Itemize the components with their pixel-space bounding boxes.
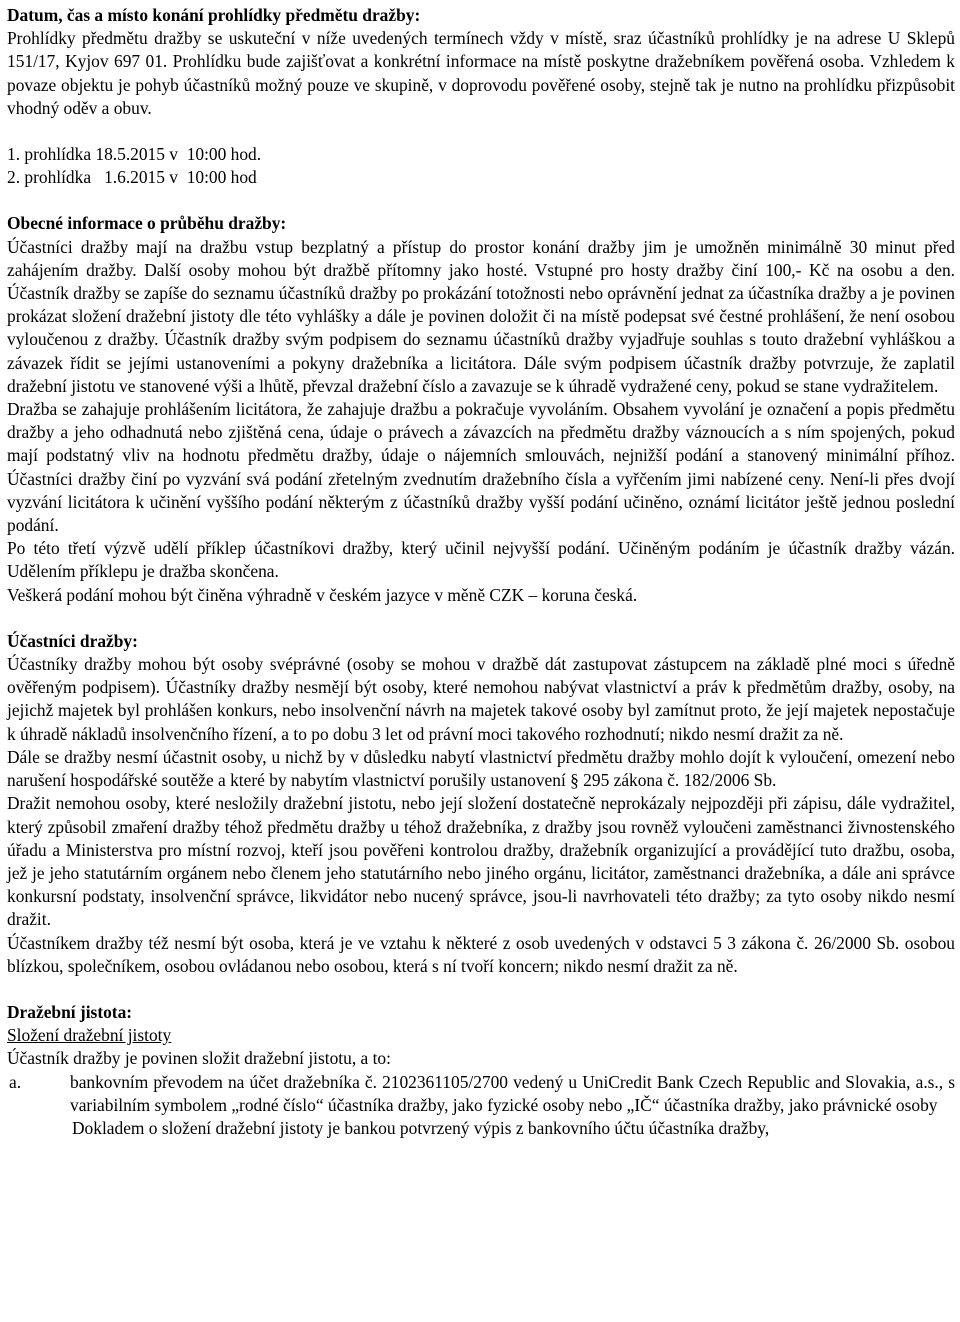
deposit-subheading: Složení dražební jistoty [7, 1025, 172, 1046]
list-item [7, 1071, 955, 1117]
spacer [7, 978, 955, 1001]
participants-heading: Účastníci dražby: [7, 630, 138, 651]
spacer [7, 189, 955, 212]
deposit-intro: Účastník dražby je povinen složit dražební jistotu, a to: [7, 1048, 391, 1069]
viewing-date-2: 2. prohlídka 1.6.2015 v 10:00 hod [7, 167, 257, 188]
participants-paragraph-2: Dále se dražby nesmí účastnit osoby, u nichž by v důsledku nabytí vlastnictví předmětu dražby mohlo dojít k vyloučení, omezení nebo narušení hospodářské soutěže a které by nabytím vlastnictví porušily ustanovení § 295 zákona č. 182/2006 Sb. [7, 746, 955, 791]
participants-paragraph-4: Účastníkem dražby též nesmí být osoba, která je ve vztahu k některé z osob uvedených v odstavci 5 3 zákona č. 26/2000 Sb. osobou blízkou, společníkem, osobou ovládanou nebo osobou, která s ní tvoří koncern; nikdo nesmí dražit za ně. [7, 932, 955, 976]
spacer [7, 120, 955, 143]
participants-paragraph-3: Dražit nemohou osoby, které nesložily dražební jistotu, nebo její složení dostatečně neprokázaly nejpozději při zápisu, dále vydražitel, který způsobil zmaření dražby téhož předmětu dražby u téhož dražebníka, z dražby jsou rovněž vyloučeni zaměstnanci živnostenského úřadu a Ministerstva pro místní rozvoj, kteří jsou pověřeni kontrolou dražby, dražebník organizující a provádějící tuto dražbu, osoba, jež je jeho statutárním orgánem nebo členem jeho statutárního nebo jiného orgánu, licitátor, zaměstnanci dražebníka, a dále ani správce konkursní podstaty, insolvenční správce, likvidátor nebo nucený správce, jsou-li navrhovateli této dražby; za tyto osoby nikdo nesmí dražit. [7, 793, 955, 930]
general-info-heading: Obecné informace o průběhu dražby: [7, 213, 287, 234]
general-info-paragraph-1: Účastníci dražby mají na dražbu vstup bezplatný a přístup do prostor konání dražby jim je umožněn minimálně 30 minut před zahájením dražby. Další osoby mohou být dražbě přítomny jako hosté. Vstupné pro hosty dražby činí 100,- Kč na osobu a den. Účastník dražby se zapíše do seznamu účastníků dražby po prokázání totožnosti nebo oprávnění jednat za účastníka dražby a je povinen prokázat složení dražební jistoty dle této vyhlášky a dále je povinen doložit či na místě podepsat své čestné prohlášení, že není osobou vyloučenou z dražby. Účastník dražby svým podpisem do seznamu účastníků dražby vyjadřuje souhlas s touto dražební vyhláškou a závazek řídit se jejími ustanoveními a pokyny dražebníka a licitátora. Dále svým podpisem účastník dražby potvrzuje, že zaplatil dražební jistotu ve stanovené výši a lhůtě, převzal dražební číslo a zavazuje se k úhradě vydražené ceny, pokud se stane vydražitelem. [7, 236, 955, 396]
list-item-text: bankovním převodem na účet dražebníka č. 2102361105/2700 vedený u UniCredit Bank Czech Republic and Slovakia, a.s., s variabilním symbolem „rodné číslo“ účastníka dražby, jako fyzické osoby nebo „IČ“ účastníka dražby, jako právnické osoby [70, 1071, 955, 1115]
viewing-text: Prohlídky předmětu dražby se uskuteční v níže uvedených termínech vždy v místě, sraz účastníků prohlídky je na adrese U Sklepů 151/17, Kyjov 697 01. Prohlídku bude zajišťovat a konkrétní informace na místě poskytne dražebníkem pověřená osoba. Vzhledem k povaze objektu je pohyb účastníků možný pouze ve skupině, v doprovodu pověřené osoby, stejně tak je nutno na prohlídku přizpůsobit vhodný oděv a obuv. [7, 28, 955, 118]
viewing-heading: Datum, čas a místo konání prohlídky předmětu dražby: [7, 5, 421, 25]
participants-paragraph-1: Účastníky dražby mohou být osoby svéprávné (osoby se mohou v dražbě dát zastupovat zástupcem na základě plné moci s úředně ověřeným podpisem). Účastníky dražby nesmějí být osoby, které nemohou nabývat vlastnictví a práv k předmětům dražby, osoby, na jejichž majetek byl prohlášen konkurs, nebo insolvenční návrh na majetek takové osoby byl zamítnut proto, že její majetek nepostačuje k úhradě nákladů insolvenčního řízení, a to po dobu 3 let od právní moci takového rozhodnutí; nikdo nesmí dražit za ně. [7, 654, 955, 744]
general-info-paragraph-2: Dražba se zahajuje prohlášením licitátora, že zahajuje dražbu a pokračuje vyvoláním. Obsahem vyvolání je označení a popis předmětu dražby a jeho odhadnutá nebo zjištěná cena, údaje o právech a závazcích na předmětu dražby váznoucích a s ním spojených, pokud mají podstatný vliv na hodnotu předmětu dražby, údaje o nájemních smlouvách, nejnižší podání a stanovený minimální příhoz. Účastníci dražby činí po vyzvání svá podání zřetelným zvednutím dražebního čísla a vyřčením jimi nabízené ceny. Není-li přes dvojí vyzvání licitátora k učinění vyššího podání některým z účastníků dražby vyšší podání učiněno, oznámí licitátor ještě jednou poslední podání. [7, 399, 955, 536]
spacer [7, 607, 955, 630]
general-info-paragraph-3: Po této třetí výzvě udělí příklep účastníkovi dražby, který učinil nejvyšší podání. Učiněným podáním je účastník dražby vázán. Udělením příklepu je dražba skončena. [7, 538, 955, 582]
deposit-proof-text: Dokladem o složení dražební jistoty je bankou potvrzený výpis z bankovního účtu účastníka dražby, [72, 1117, 770, 1138]
deposit-heading: Dražební jistota: [7, 1001, 133, 1022]
list-marker: a. [9, 1071, 22, 1092]
viewing-date-1: 1. prohlídka 18.5.2015 v 10:00 hod. [7, 144, 262, 165]
general-info-paragraph-4: Veškerá podání mohou být činěna výhradně v českém jazyce v měně CZK – koruna česká. [7, 584, 638, 605]
